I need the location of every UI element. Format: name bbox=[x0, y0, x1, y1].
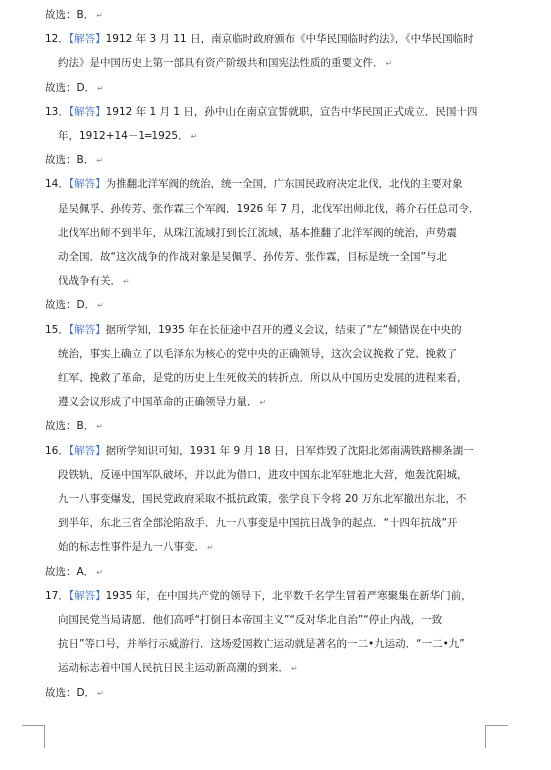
explanation-line bbox=[58, 347, 457, 361]
explanation-line bbox=[58, 492, 467, 506]
explanation-text: 据所学知识可知，1931 年 9 月 18 日，日军炸毁了沈阳北郊南满铁路柳条湖一 bbox=[105, 445, 474, 457]
question-number: 17． bbox=[45, 590, 69, 602]
explanation-text: 约法》是中国历史上第一部具有资产阶级共和国宪法性质的重要文件． bbox=[58, 57, 384, 69]
explanation-text: 红军、挽救了革命，是党的历史上生死攸关的转折点．所以从中国历史发展的进程来看， bbox=[58, 372, 468, 384]
question-number: 14． bbox=[45, 178, 69, 190]
paragraph-mark: ↵ bbox=[97, 301, 104, 310]
explanation-line bbox=[45, 177, 463, 191]
paragraph-mark: ↵ bbox=[97, 689, 104, 698]
answer-line bbox=[45, 153, 103, 168]
answer-tag: 【解答】 bbox=[68, 178, 106, 190]
explanation-line bbox=[58, 202, 479, 216]
explanation-line bbox=[58, 129, 197, 144]
explanation-line bbox=[45, 444, 474, 458]
question-number: 15． bbox=[45, 324, 69, 336]
answer-line bbox=[45, 686, 104, 701]
explanation-line bbox=[58, 274, 130, 289]
explanation-text: 向国民党当局请愿．他们高呼“打倒日本帝国主义”“反对华北自治”“停止内战，一致 bbox=[58, 614, 443, 626]
paragraph-mark: ↵ bbox=[96, 568, 103, 577]
explanation-line bbox=[58, 540, 214, 555]
question-number: 16． bbox=[45, 445, 69, 457]
answer-choice: B． bbox=[76, 420, 95, 432]
explanation-text: 是吴佩孚、孙传芳、张作霖三个军阀．1926 年 7 月，北伐军出师北伐，蒋介石任总司令． bbox=[58, 203, 480, 215]
explanation-text: 1935 年，在中国共产党的领导下，北平数千名学生冒着严寒聚集在新华门前， bbox=[105, 590, 472, 602]
answer-prefix: 故选： bbox=[45, 299, 77, 311]
answer-line bbox=[45, 565, 103, 580]
paragraph-mark: ↵ bbox=[259, 398, 267, 407]
answer-prefix: 故选： bbox=[45, 154, 77, 166]
explanation-text: 段铁轨，反诬中国军队破坏，并以此为借口，进攻中国东北军驻地北大营，炮轰沈阳城， bbox=[58, 469, 468, 481]
answer-prefix: 故选： bbox=[45, 566, 77, 578]
answer-line bbox=[45, 8, 103, 23]
paragraph-mark: ↵ bbox=[96, 11, 103, 20]
paragraph-mark: ↵ bbox=[291, 664, 298, 673]
explanation-text: 为推翻北洋军阀的统治，统一全国，广东国民政府决定北伐，北伐的主要对象 bbox=[105, 178, 463, 190]
paragraph-mark: ↵ bbox=[207, 543, 214, 552]
answer-tag: 【解答】 bbox=[68, 445, 106, 457]
paragraph-mark: ↵ bbox=[385, 59, 393, 68]
paragraph-mark: ↵ bbox=[97, 84, 104, 93]
explanation-text: 伐战争有关． bbox=[58, 275, 121, 287]
explanation-text: 运动标志着中国人民抗日民主运动新高潮的到来． bbox=[58, 662, 289, 674]
crop-mark-bottom-right bbox=[485, 725, 508, 748]
explanation-line bbox=[58, 395, 266, 410]
answer-prefix: 故选： bbox=[45, 82, 77, 94]
question-number: 12． bbox=[45, 33, 69, 45]
explanation-line bbox=[58, 468, 468, 482]
answer-tag: 【解答】 bbox=[68, 106, 106, 118]
explanation-text: 1912 年 3 月 11 日，南京临时政府颁布《中华民国临时约法》，《中华民国临时 bbox=[105, 33, 474, 45]
crop-mark-bottom-left bbox=[22, 725, 45, 748]
explanation-line bbox=[45, 32, 474, 46]
paragraph-mark: ↵ bbox=[123, 277, 130, 286]
answer-tag: 【解答】 bbox=[68, 324, 106, 336]
explanation-line bbox=[58, 250, 447, 264]
explanation-text: 1912 年 1 月 1 日，孙中山在南京宣誓就职，宣告中华民国正式成立．民国十四 bbox=[105, 106, 478, 118]
explanation-text: 北伐军出师不到半年，从珠江流域打到长江流域，基本推翻了北洋军阀的统治，声势震 bbox=[58, 227, 457, 239]
answer-choice: B． bbox=[76, 9, 95, 21]
paragraph-mark: ↵ bbox=[96, 156, 103, 165]
explanation-text: 动全国．故“这次战争的作战对象是吴佩孚、孙传芳、张作霖，目标是统一全国”与北 bbox=[58, 251, 447, 263]
answer-tag: 【解答】 bbox=[68, 33, 106, 45]
explanation-line bbox=[45, 105, 477, 119]
explanation-text: 九一八事变爆发，国民党政府采取不抵抗政策，张学良下令将 20 万东北军撤出东北，不 bbox=[58, 493, 467, 505]
explanation-line bbox=[58, 613, 442, 627]
explanation-line bbox=[58, 516, 457, 530]
explanation-line bbox=[58, 637, 465, 651]
answer-line bbox=[45, 81, 104, 96]
explanation-text: 年，1912+14－1═1925． bbox=[58, 130, 189, 142]
explanation-text: 据所学知，1935 年在长征途中召开的遵义会议，结束了“左”倾错误在中央的 bbox=[105, 324, 462, 336]
answer-choice: D． bbox=[76, 299, 96, 311]
answer-tag: 【解答】 bbox=[68, 590, 106, 602]
answer-prefix: 故选： bbox=[45, 420, 77, 432]
question-number: 13． bbox=[45, 106, 69, 118]
answer-choice: D． bbox=[76, 687, 96, 699]
paragraph-mark: ↵ bbox=[96, 422, 103, 431]
explanation-line bbox=[58, 226, 457, 240]
explanation-line bbox=[58, 56, 392, 71]
paragraph-mark: ↵ bbox=[190, 132, 198, 141]
explanation-text: 始的标志性事件是九一八事变． bbox=[58, 541, 205, 553]
answer-line bbox=[45, 298, 104, 313]
answer-prefix: 故选： bbox=[45, 9, 77, 21]
explanation-text: 统治，事实上确立了以毛泽东为核心的党中央的正确领导，这次会议挽救了党、挽救了 bbox=[58, 348, 457, 360]
explanation-line bbox=[58, 661, 298, 676]
explanation-text: 到半年，东北三省全部沦陷敌手．九一八事变是中国抗日战争的起点．“十四年抗战”开 bbox=[58, 517, 458, 529]
answer-prefix: 故选： bbox=[45, 687, 77, 699]
answer-choice: A． bbox=[76, 566, 95, 578]
explanation-text: 遵义会议形成了中国革命的正确领导力量． bbox=[58, 396, 258, 408]
explanation-line bbox=[45, 323, 462, 337]
answer-choice: B． bbox=[76, 154, 95, 166]
explanation-text: 抗日”等口号，并举行示威游行．这场爱国救亡运动就是著名的一二•九运动．“一二•九” bbox=[58, 638, 465, 650]
answer-line bbox=[45, 419, 103, 434]
explanation-line bbox=[45, 589, 472, 603]
explanation-line bbox=[58, 371, 468, 385]
answer-choice: D． bbox=[76, 82, 96, 94]
